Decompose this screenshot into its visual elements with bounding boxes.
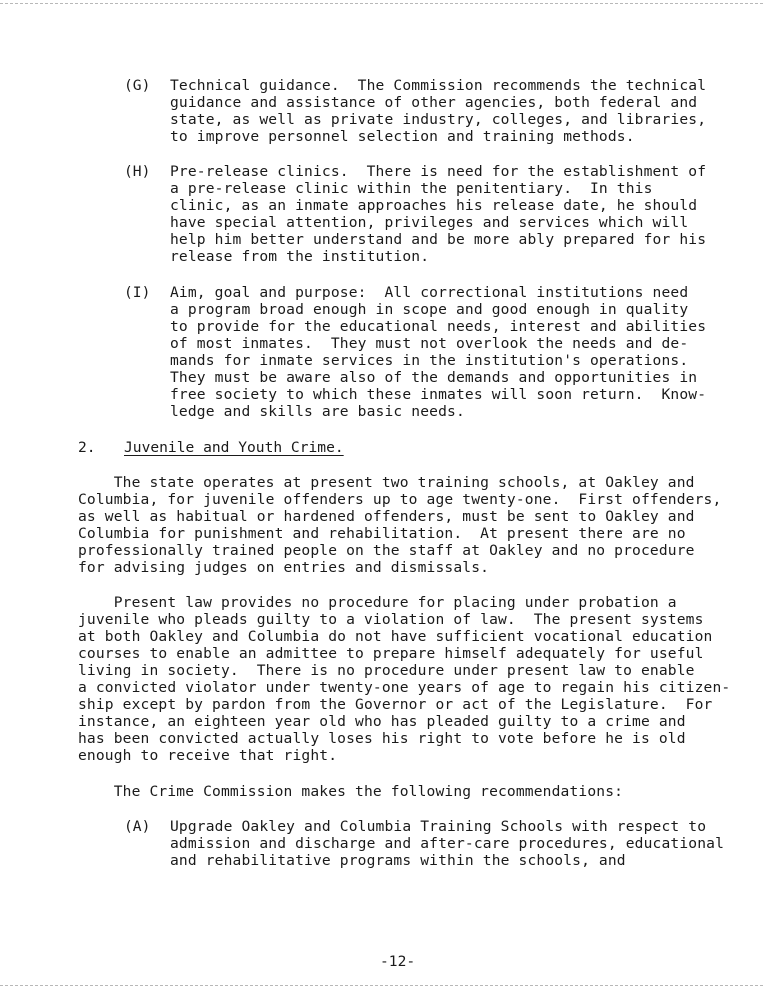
- page-bottom-edge: [0, 985, 763, 986]
- text-line: clinic, as an inmate approaches his release date, he should: [170, 197, 698, 214]
- text-line: enough to receive that right.: [78, 747, 338, 764]
- section-title: Juvenile and Youth Crime.: [124, 439, 344, 456]
- text-line: Columbia, for juvenile offenders up to age twenty-one. First offenders,: [78, 491, 722, 508]
- text-line: guidance and assistance of other agencies, both federal and: [170, 94, 698, 111]
- text-line: to improve personnel selection and training methods.: [170, 128, 635, 145]
- page-number: -12-: [380, 953, 416, 970]
- text-line: of most inmates. They must not overlook the needs and de-: [170, 335, 689, 352]
- text-line: courses to enable an admittee to prepare himself adequately for useful: [78, 645, 704, 662]
- text-line: release from the institution.: [170, 248, 430, 265]
- text-line: a convicted violator under twenty-one years of age to regain his citizen-: [78, 679, 731, 696]
- text-line: at both Oakley and Columbia do not have sufficient vocational education: [78, 628, 713, 645]
- section-number: 2.: [78, 439, 96, 456]
- item-label: (I): [124, 284, 151, 301]
- text-line: Technical guidance. The Commission recommends the technical: [170, 77, 707, 94]
- text-line: free society to which these inmates will soon return. Know-: [170, 386, 707, 403]
- text-line: state, as well as private industry, colleges, and libraries,: [170, 111, 707, 128]
- item-label: (A): [124, 818, 151, 835]
- text-line: has been convicted actually loses his right to vote before he is old: [78, 730, 686, 747]
- text-line: ship except by pardon from the Governor or act of the Legislature. For: [78, 696, 713, 713]
- text-line: professionally trained people on the staff at Oakley and no procedure: [78, 542, 695, 559]
- text-line: mands for inmate services in the institution's operations.: [170, 352, 689, 369]
- text-line: ledge and skills are basic needs.: [170, 403, 465, 420]
- text-line: juvenile who pleads guilty to a violation of law. The present systems: [78, 611, 704, 628]
- item-label: (H): [124, 163, 151, 180]
- text-line: The state operates at present two training schools, at Oakley and: [78, 474, 695, 491]
- page-top-edge: [0, 3, 763, 4]
- text-line: They must be aware also of the demands and opportunities in: [170, 369, 698, 386]
- text-line: a program broad enough in scope and good enough in quality: [170, 301, 689, 318]
- text-line: for advising judges on entries and dismissals.: [78, 559, 490, 576]
- text-line: Aim, goal and purpose: All correctional institutions need: [170, 284, 689, 301]
- text-line: as well as habitual or hardened offenders, must be sent to Oakley and: [78, 508, 695, 525]
- text-line: Columbia for punishment and rehabilitation. At present there are no: [78, 525, 686, 542]
- text-line: Pre-release clinics. There is need for the establishment of: [170, 163, 707, 180]
- text-line: a pre-release clinic within the penitentiary. In this: [170, 180, 653, 197]
- text-line: and rehabilitative programs within the schools, and: [170, 852, 626, 869]
- text-line: have special attention, privileges and services which will: [170, 214, 689, 231]
- text-line: Upgrade Oakley and Columbia Training Schools with respect to: [170, 818, 707, 835]
- item-label: (G): [124, 77, 151, 94]
- text-line: Present law provides no procedure for placing under probation a: [78, 594, 677, 611]
- text-line: help him better understand and be more ably prepared for his: [170, 231, 707, 248]
- text-line: to provide for the educational needs, interest and abilities: [170, 318, 707, 335]
- text-line: living in society. There is no procedure under present law to enable: [78, 662, 695, 679]
- text-line: The Crime Commission makes the following recommendations:: [78, 783, 624, 800]
- text-line: instance, an eighteen year old who has pleaded guilty to a crime and: [78, 713, 686, 730]
- text-line: admission and discharge and after-care procedures, educational: [170, 835, 725, 852]
